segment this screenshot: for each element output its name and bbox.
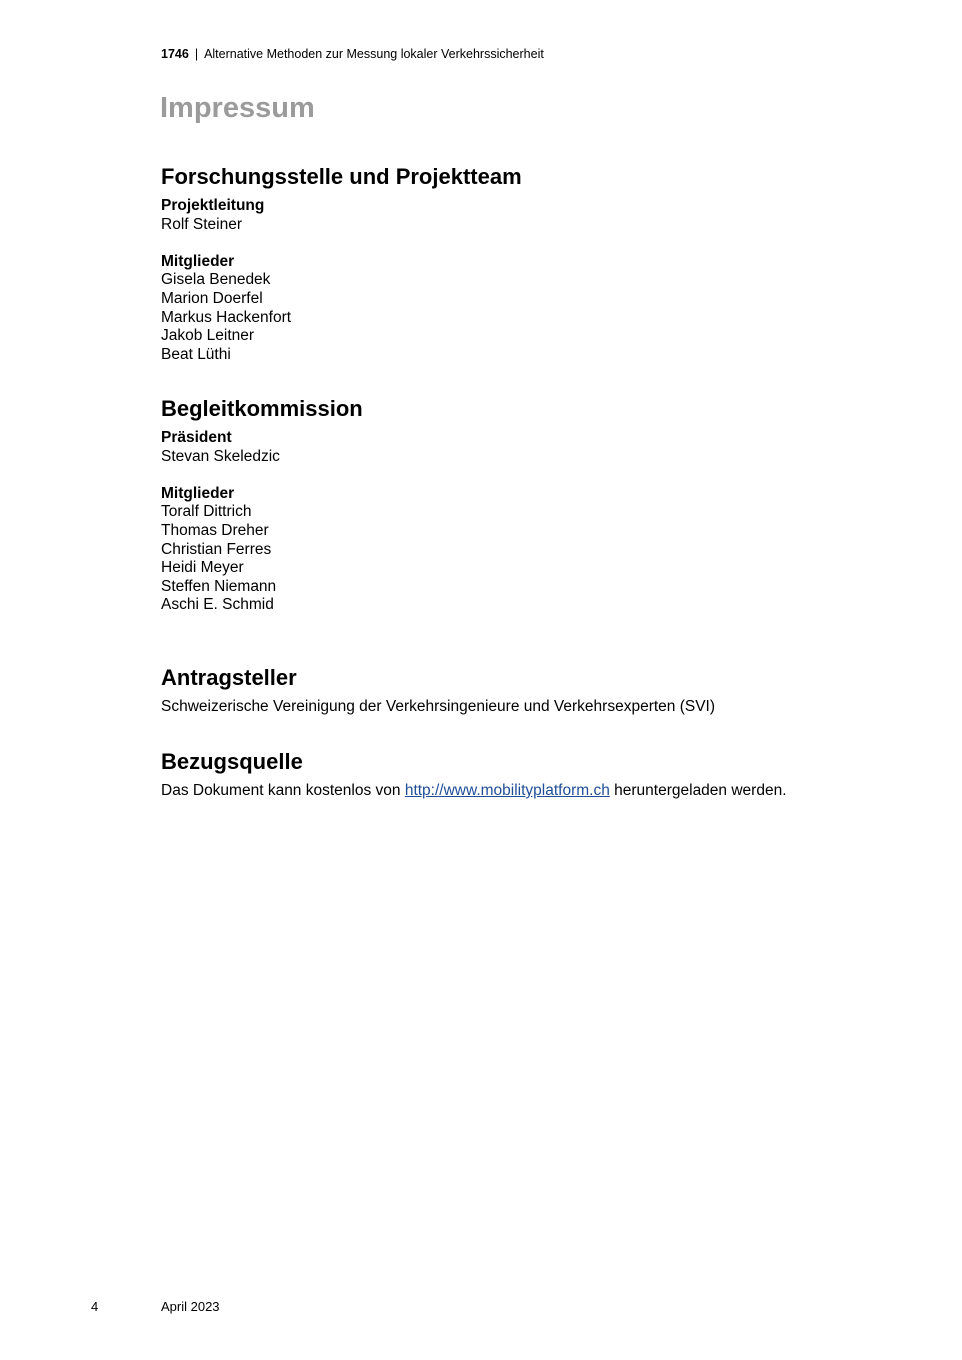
group-praesident xyxy=(161,429,881,466)
person-name: Christian Ferres xyxy=(161,540,272,558)
page-number: 4 xyxy=(91,1299,99,1314)
report-number: 1746 xyxy=(161,47,189,61)
person-name: Heidi Meyer xyxy=(161,559,244,577)
person-name: Thomas Dreher xyxy=(161,521,269,539)
group-label-mitglieder: Mitglieder xyxy=(161,484,235,502)
section-heading-begleitkommission: Begleitkommission xyxy=(161,396,363,421)
person-name: Jakob Leitner xyxy=(161,327,255,345)
group-label-praesident: Präsident xyxy=(161,429,232,446)
section-bezugsquelle xyxy=(161,748,881,801)
person-name: Stevan Skeledzic xyxy=(161,447,280,465)
person-name: Marion Doerfel xyxy=(161,289,263,307)
group-mitglieder-kommission xyxy=(161,485,881,615)
mobilityplatform-link[interactable]: http://www.mobilityplatform.ch xyxy=(404,782,610,799)
header-separator: | xyxy=(194,47,199,61)
group-mitglieder-projektteam xyxy=(161,253,881,365)
running-header xyxy=(161,46,544,62)
section-begleitkommission xyxy=(161,395,881,615)
footer-date: April 2023 xyxy=(161,1299,220,1314)
person-name: Toralf Dittrich xyxy=(161,503,252,521)
group-projektleitung xyxy=(161,197,881,234)
person-name: Steffen Niemann xyxy=(161,577,277,595)
group-label-mitglieder: Mitglieder xyxy=(161,252,235,270)
group-label-projektleitung: Projektleitung xyxy=(161,197,265,214)
section-heading-bezugsquelle: Bezugsquelle xyxy=(161,749,303,774)
bezugsquelle-paragraph xyxy=(161,782,881,801)
section-heading-antragsteller: Antragsteller xyxy=(161,665,297,690)
page-title: Impressum xyxy=(160,92,315,124)
antragsteller-text: Schweizerische Vereinigung der Verkehrsingenieure und Verkehrsexperten (SVI) xyxy=(161,698,716,715)
person-name: Markus Hackenfort xyxy=(161,308,292,326)
bezugsquelle-text-after: heruntergeladen werden. xyxy=(609,782,787,799)
person-name: Aschi E. Schmid xyxy=(161,596,274,614)
report-title: Alternative Methoden zur Messung lokaler Verkehrssicherheit xyxy=(204,47,544,61)
bezugsquelle-text-before: Das Dokument kann kostenlos von xyxy=(161,782,405,799)
section-heading-forschungsstelle: Forschungsstelle und Projektteam xyxy=(161,164,522,189)
person-name: Gisela Benedek xyxy=(161,271,271,289)
person-name: Rolf Steiner xyxy=(161,215,242,233)
section-forschungsstelle xyxy=(161,163,881,364)
person-name: Beat Lüthi xyxy=(161,345,231,363)
section-antragsteller xyxy=(161,664,881,717)
